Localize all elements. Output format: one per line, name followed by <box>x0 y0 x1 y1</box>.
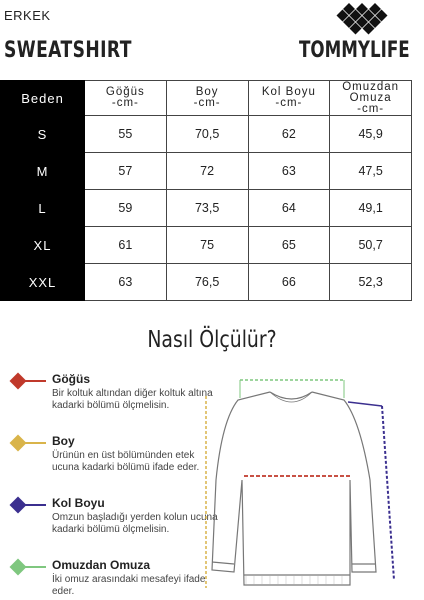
table-row <box>1 116 412 153</box>
legend-title: Kol Boyu <box>52 496 105 510</box>
table-cell: 65 <box>248 227 330 264</box>
header-length: Boy -cm- <box>166 81 248 116</box>
sleeve-diamond-icon <box>10 497 27 514</box>
chest-diamond-icon <box>10 373 27 390</box>
header-size: Beden <box>1 81 85 116</box>
brand-logo-icon <box>336 3 388 39</box>
table-cell: 72 <box>166 153 248 190</box>
table-cell: 66 <box>248 264 330 301</box>
table-cell: 62 <box>248 116 330 153</box>
size-cell: XL <box>1 227 85 264</box>
legend-desc: Bir koltuk altından diğer koltuk altına kadarki bölümü ölçmelisin. <box>52 388 213 411</box>
product-title: SWEATSHIRT <box>4 38 132 63</box>
table-cell: 63 <box>85 264 167 301</box>
howto-title: Nasıl Ölçülür? <box>147 327 277 353</box>
sweatshirt-diagram-icon <box>200 370 424 600</box>
table-cell: 50,7 <box>330 227 412 264</box>
legend-title: Boy <box>52 434 75 448</box>
size-cell: S <box>1 116 85 153</box>
table-row <box>1 227 412 264</box>
size-cell: L <box>1 190 85 227</box>
table-row <box>1 153 412 190</box>
category-label: ERKEK <box>4 8 51 23</box>
shoulder-diamond-icon <box>10 559 27 576</box>
table-cell: 61 <box>85 227 167 264</box>
header-shoulder: Omuzdan Omuza -cm- <box>330 81 412 116</box>
table-cell: 49,1 <box>330 190 412 227</box>
table-cell: 73,5 <box>166 190 248 227</box>
table-cell: 55 <box>85 116 167 153</box>
legend-desc: Omzun başladığı yerden kolun ucuna kadarki bölümü ölçmelisin. <box>52 512 218 535</box>
table-cell: 45,9 <box>330 116 412 153</box>
legend-desc: Ürünün en üst bölümünden etek ucuna kadarki bölümü ifade eder. <box>52 450 200 473</box>
table-cell: 57 <box>85 153 167 190</box>
table-cell: 75 <box>166 227 248 264</box>
table-row <box>1 264 412 301</box>
legend-title: Omuzdan Omuza <box>52 558 151 572</box>
size-table <box>0 80 412 301</box>
table-header-row <box>1 81 412 116</box>
table-cell: 59 <box>85 190 167 227</box>
table-row <box>1 190 412 227</box>
header-sleeve: Kol Boyu -cm- <box>248 81 330 116</box>
table-cell: 70,5 <box>166 116 248 153</box>
size-cell: XXL <box>1 264 85 301</box>
header-chest: Göğüs -cm- <box>85 81 167 116</box>
table-cell: 64 <box>248 190 330 227</box>
table-cell: 47,5 <box>330 153 412 190</box>
legend-desc: İki omuz arasındaki mesafeyi ifade eder. <box>52 574 206 597</box>
length-diamond-icon <box>10 435 27 452</box>
table-cell: 52,3 <box>330 264 412 301</box>
brand-name: TOMMYLIFE <box>299 38 410 63</box>
legend-title: Göğüs <box>52 372 90 386</box>
table-cell: 63 <box>248 153 330 190</box>
size-cell: M <box>1 153 85 190</box>
table-cell: 76,5 <box>166 264 248 301</box>
